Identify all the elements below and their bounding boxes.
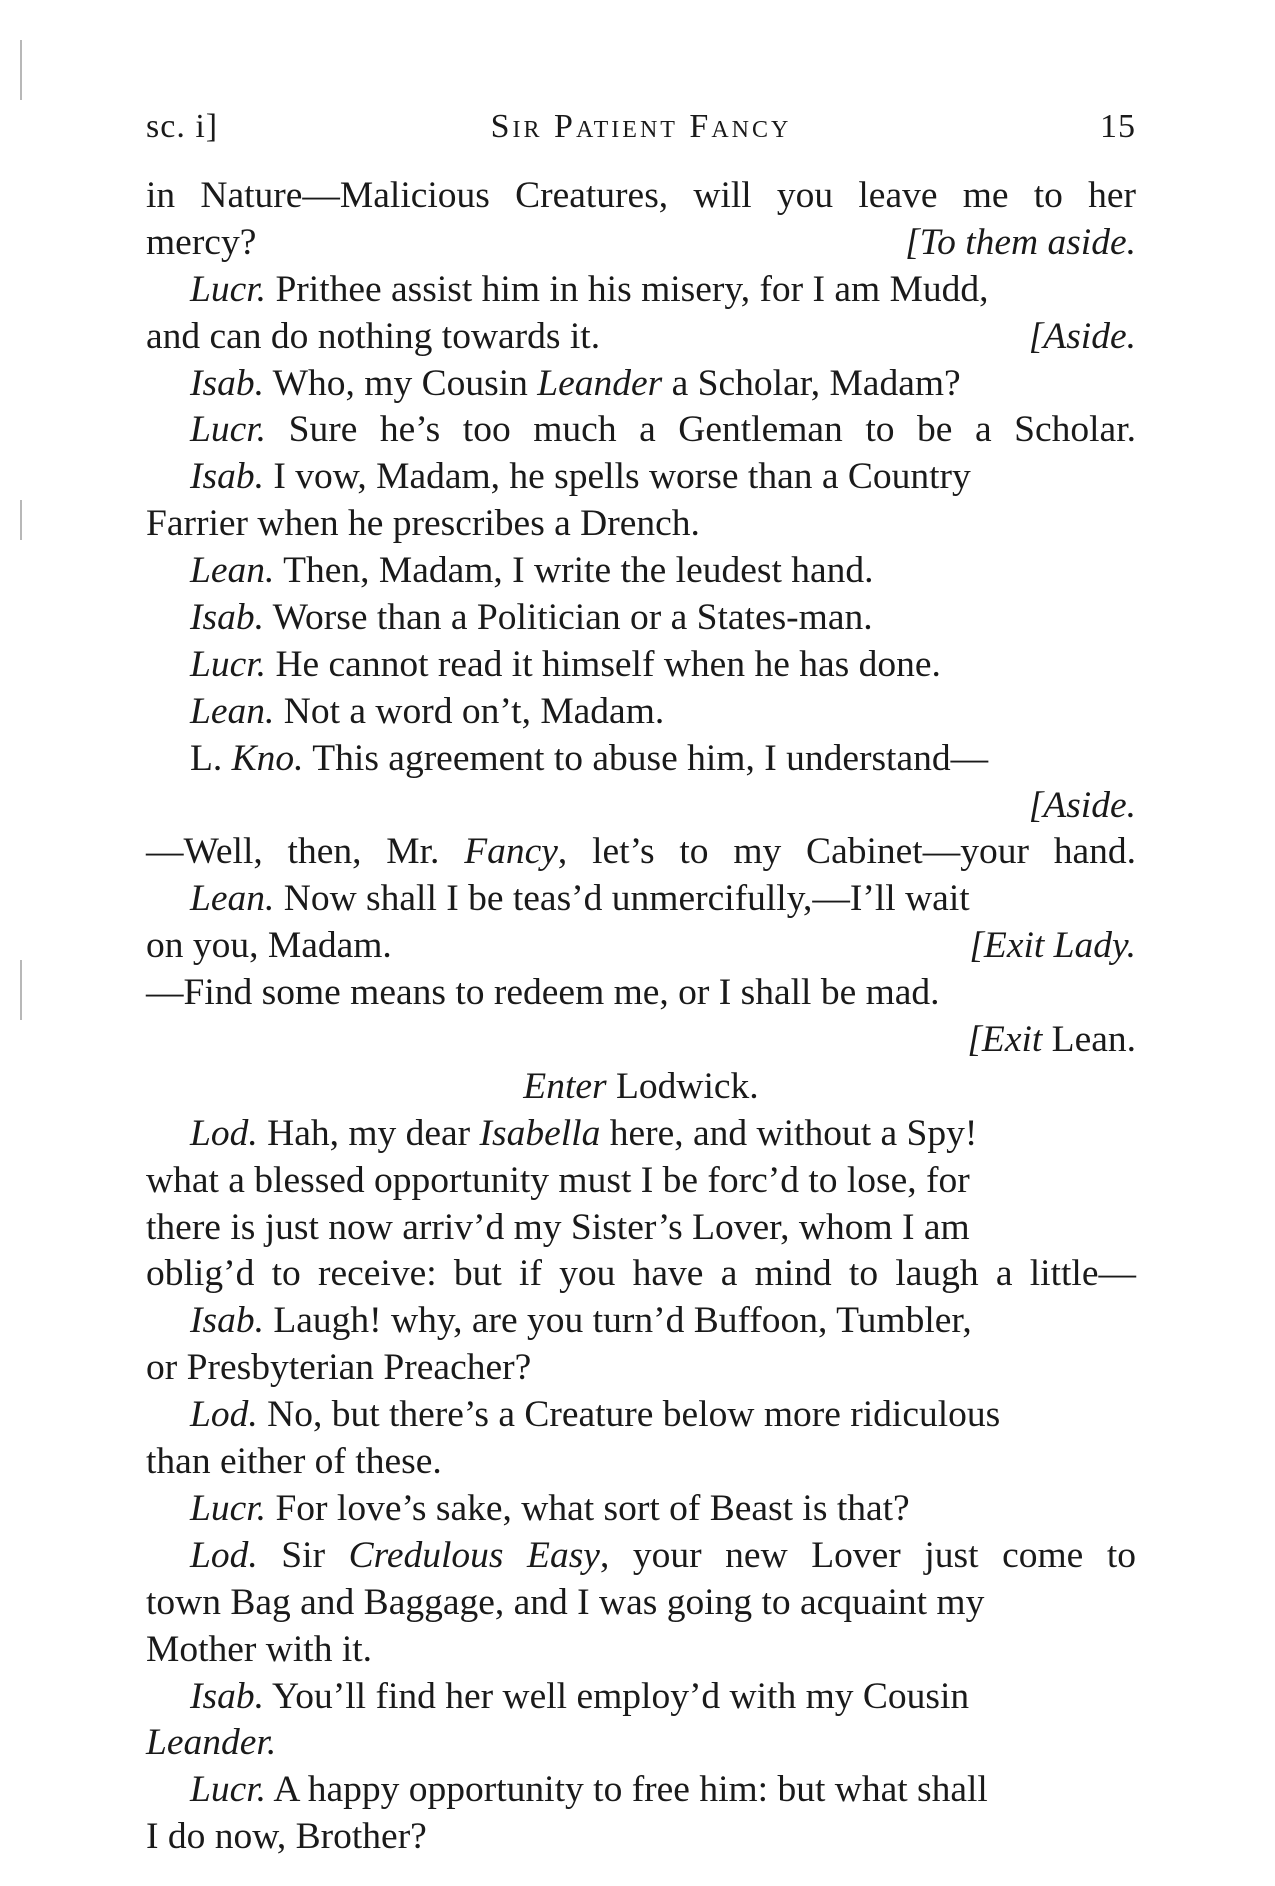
running-header	[146, 108, 1136, 158]
text-line	[146, 1345, 1136, 1392]
italic-text: Kno.	[231, 737, 304, 779]
text-line	[146, 1767, 1136, 1814]
text-line	[146, 454, 1136, 501]
text-line	[146, 407, 1136, 454]
text-segment: a Scholar, Madam?	[662, 362, 961, 404]
header-title: Sir Patient Fancy	[490, 108, 792, 145]
text-segment: —Well, then, Mr.	[146, 831, 465, 873]
text-line	[146, 876, 1136, 923]
text-line	[146, 1486, 1136, 1533]
text-segment: Lean.	[1042, 1019, 1136, 1061]
italic-text: Isab.	[190, 456, 264, 498]
text-segment: Mother with it.	[146, 1628, 373, 1670]
text-line	[146, 1158, 1136, 1205]
text-line	[146, 970, 1136, 1017]
text-segment: Who, my Cousin	[263, 362, 538, 404]
text-segment: , let’s to my Cabinet—your hand.	[557, 831, 1136, 873]
italic-text: [Aside.	[1028, 315, 1136, 357]
play-text	[146, 173, 1136, 1861]
italic-text: [Exit Lady.	[969, 925, 1136, 967]
text-line	[146, 1439, 1136, 1486]
text-segment: This agreement to abuse him, I understand—	[303, 737, 989, 779]
text-segment: Not a word on’t, Madam.	[274, 690, 665, 732]
scan-mark	[20, 40, 22, 100]
italic-text: Lod.	[190, 1112, 258, 1154]
text-line	[146, 595, 1136, 642]
stage-direction	[967, 1017, 1136, 1064]
text-segment: there is just now arriv’d my Sister’s Lover, whom I am	[146, 1206, 970, 1248]
text-line	[146, 1298, 1136, 1345]
text-line	[146, 1580, 1136, 1627]
text-segment: what a blessed opportunity must I be forc’d to lose, for	[146, 1159, 970, 1201]
text-segment: town Bag and Baggage, and I was going to acquaint my	[146, 1581, 985, 1623]
text-line	[146, 736, 1136, 783]
text-segment: or Presbyterian Preacher?	[146, 1347, 532, 1389]
text-segment: on you, Madam.	[146, 925, 392, 967]
text-line	[146, 1627, 1136, 1674]
text-segment: You’ll find her well employ’d with my Cousin	[263, 1675, 970, 1717]
header-section: sc. i]	[146, 108, 219, 145]
text-line	[146, 829, 1136, 876]
italic-text: Lucr.	[190, 1487, 267, 1529]
text-segment: L.	[190, 737, 232, 779]
text-segment: Farrier when he prescribes a Drench.	[146, 503, 700, 545]
italic-text: Fancy	[464, 831, 558, 873]
italic-text: Isab.	[190, 597, 264, 639]
text-segment: Prithee assist him in his misery, for I am Mudd,	[266, 268, 989, 310]
text-line	[146, 783, 1136, 830]
text-segment: Sure he’s too much a Gentleman to be a Scholar.	[266, 409, 1136, 451]
italic-text: Lod.	[190, 1394, 258, 1436]
scan-mark	[20, 500, 22, 540]
text-segment: He cannot read it himself when he has done.	[266, 643, 941, 685]
text-line	[146, 1251, 1136, 1298]
text-segment: I vow, Madam, he spells worse than a Country	[263, 456, 971, 498]
italic-text: Enter	[523, 1065, 607, 1107]
stage-direction	[905, 220, 1136, 267]
italic-text: Isab.	[190, 1300, 264, 1342]
italic-text: Lucr.	[190, 268, 267, 310]
italic-text: [Exit	[967, 1019, 1043, 1061]
text-segment: —Find some means to redeem me, or I shall be mad.	[146, 972, 940, 1014]
page-number: 15	[1100, 108, 1136, 145]
text-segment: A happy opportunity to free him: but what shall	[266, 1769, 988, 1811]
italic-text: Lucr.	[190, 409, 267, 451]
text-line	[146, 1720, 1136, 1767]
text-line	[146, 1205, 1136, 1252]
text-line	[146, 689, 1136, 736]
text-line	[146, 1111, 1136, 1158]
text-line	[146, 1814, 1136, 1861]
text-line	[146, 173, 1136, 220]
text-line	[146, 314, 1136, 361]
text-line	[146, 548, 1136, 595]
italic-text: Lean.	[190, 550, 275, 592]
italic-text: Credulous Easy	[348, 1534, 600, 1576]
text-line	[146, 1533, 1136, 1580]
italic-text: Isabella	[479, 1112, 601, 1154]
text-line	[146, 501, 1136, 548]
text-segment: oblig’d to receive: but if you have a mind to laugh a little—	[146, 1253, 1136, 1295]
italic-text: [Aside.	[1028, 784, 1136, 826]
text-segment: Hah, my dear	[257, 1112, 480, 1154]
text-segment: I do now, Brother?	[146, 1816, 427, 1858]
text-segment: Lodwick.	[606, 1065, 759, 1107]
italic-text: Isab.	[190, 1675, 264, 1717]
text-segment: Laugh! why, are you turn’d Buffoon, Tumbler,	[263, 1300, 972, 1342]
text-segment: No, but there’s a Creature below more ridiculous	[257, 1394, 1001, 1436]
text-segment: Now shall I be teas’d unmercifully,—I’ll wait	[274, 878, 970, 920]
italic-text: Isab.	[190, 362, 264, 404]
italic-text: Lod.	[190, 1534, 258, 1576]
scan-margin-marks	[0, 0, 40, 1886]
text-segment: than either of these.	[146, 1441, 442, 1483]
text-line	[146, 361, 1136, 408]
text-line	[146, 220, 1136, 267]
text-line	[146, 1392, 1136, 1439]
italic-text: Lean.	[190, 690, 275, 732]
stage-direction	[969, 923, 1136, 970]
text-segment: in Nature—Malicious Creatures, will you leave me to her	[146, 175, 1136, 216]
text-segment: and can do nothing towards it.	[146, 315, 601, 357]
text-segment: mercy?	[146, 221, 257, 263]
text-line	[146, 642, 1136, 689]
text-line	[146, 923, 1136, 970]
italic-text: Lucr.	[190, 643, 267, 685]
text-line	[146, 267, 1136, 314]
stage-direction	[1029, 314, 1136, 361]
italic-text: Leander.	[146, 1722, 277, 1764]
stage-direction	[1029, 783, 1136, 830]
italic-text: [To them aside.	[905, 221, 1136, 263]
italic-text: Leander	[537, 362, 663, 404]
scan-mark	[20, 960, 22, 1020]
text-line	[146, 1017, 1136, 1064]
text-segment: Sir	[257, 1534, 349, 1576]
text-segment: For love’s sake, what sort of Beast is that?	[266, 1487, 910, 1529]
stage-direction-line	[146, 1064, 1136, 1111]
text-segment: Then, Madam, I write the leudest hand.	[274, 550, 874, 592]
text-segment: , your new Lover just come to	[599, 1534, 1137, 1576]
text-segment: Worse than a Politician or a States-man.	[263, 597, 873, 639]
italic-text: Lucr.	[190, 1769, 267, 1811]
italic-text: Lean.	[190, 878, 275, 920]
text-line	[146, 1674, 1136, 1721]
text-segment: here, and without a Spy!	[600, 1112, 978, 1154]
